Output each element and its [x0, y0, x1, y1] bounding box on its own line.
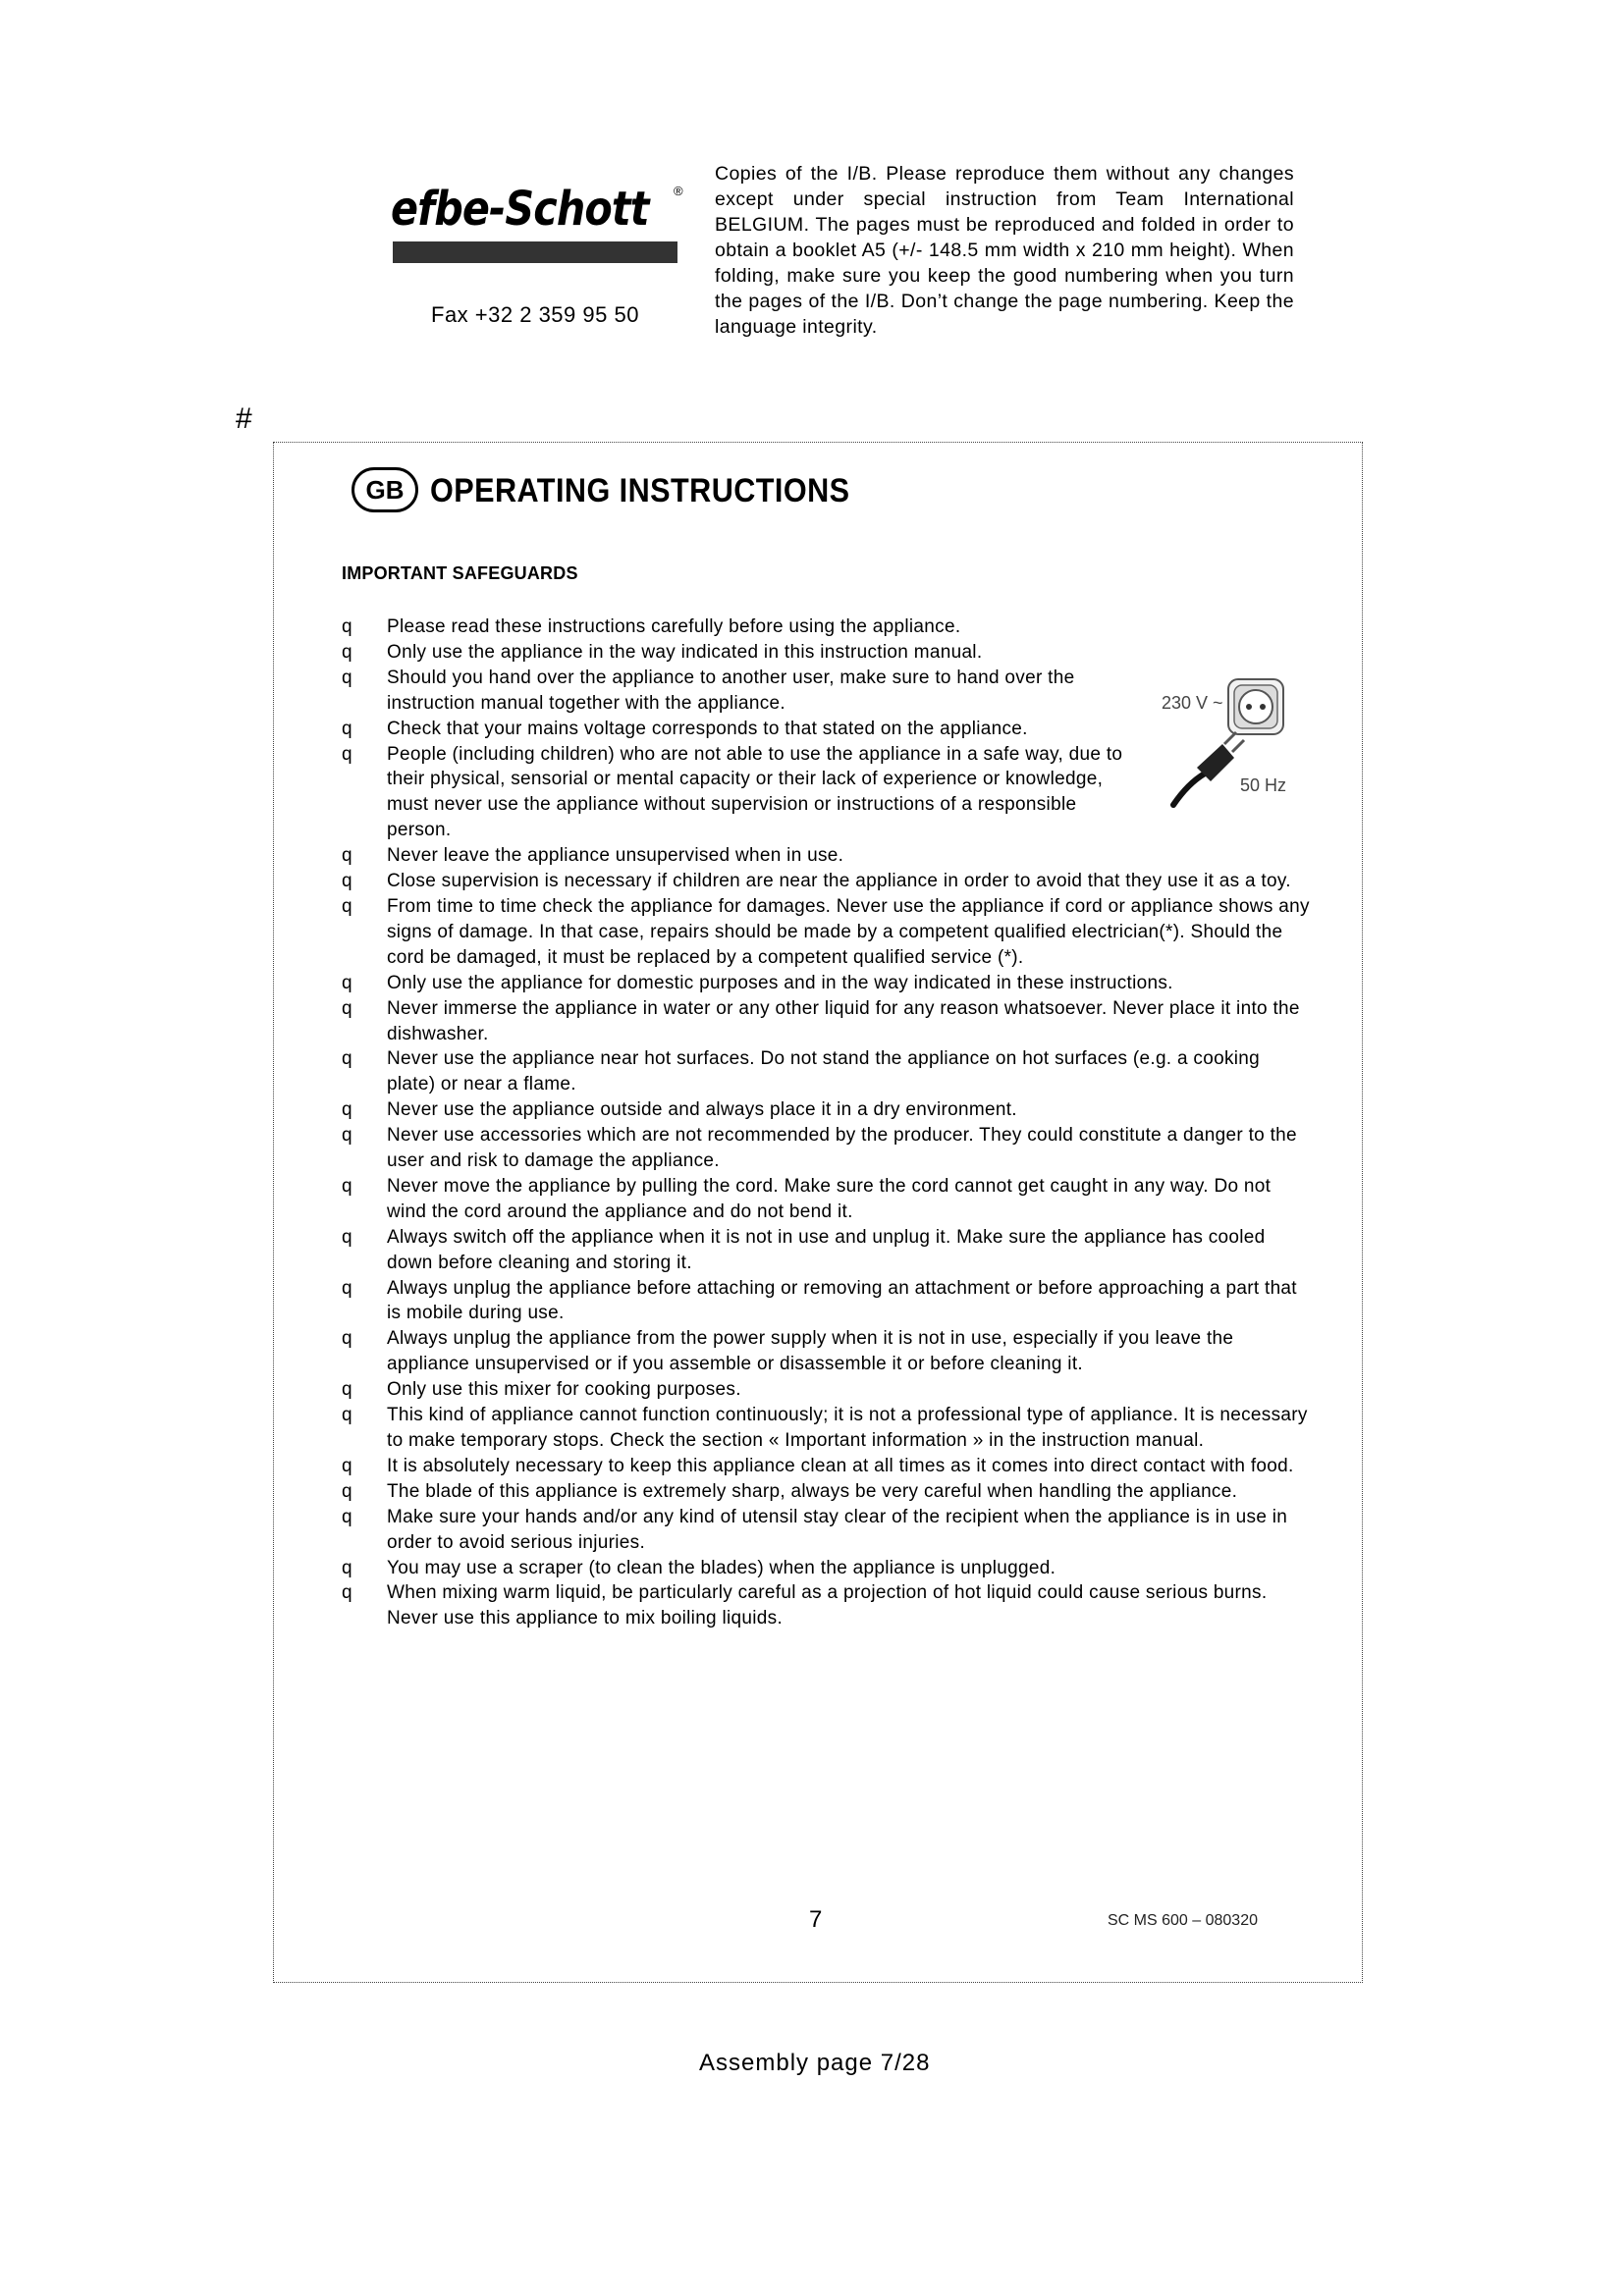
safeguard-item	[338, 1479, 1310, 1505]
bullet-marker: q	[342, 718, 352, 739]
bullet-marker: q	[342, 1328, 352, 1350]
safeguard-item	[338, 1403, 1310, 1454]
safeguard-item	[338, 717, 1310, 742]
bullet-marker: q	[342, 641, 352, 663]
safeguard-text: Only use the appliance in the way indicated in this instruction manual.	[387, 641, 983, 663]
safeguard-text: When mixing warm liquid, be particularly careful as a projection of hot liquid could cause serious burns. Never use this appliance to mix boiling liquids.	[387, 1582, 1268, 1629]
page-title: OPERATING INSTRUCTIONS	[430, 472, 850, 509]
safeguard-text: Never immerse the appliance in water or any other liquid for any reason whatsoever. Never place it into the dishwasher.	[387, 997, 1300, 1044]
safeguard-item	[338, 996, 1310, 1047]
bullet-marker: q	[342, 1405, 352, 1426]
assembly-page-label: Assembly page 7/28	[699, 2050, 931, 2076]
safeguard-text: You may use a scraper (to clean the blades) when the appliance is unplugged.	[387, 1557, 1056, 1578]
safeguard-text: Close supervision is necessary if children are near the appliance in order to avoid that they use it as a toy.	[387, 871, 1291, 892]
safeguard-item	[338, 1377, 1310, 1403]
safeguard-item	[338, 1556, 1310, 1581]
safeguard-text: Never use accessories which are not recommended by the producer. They could constitute a danger to the user and risk to damage the appliance.	[387, 1125, 1297, 1172]
safeguard-text: Only use the appliance for domestic purposes and in the way indicated in these instructions.	[387, 972, 1173, 993]
safeguard-text: Please read these instructions carefully before using the appliance.	[387, 616, 961, 637]
document-code: SC MS 600 – 080320	[1108, 1912, 1258, 1929]
safeguard-item	[338, 666, 1310, 717]
safeguard-item	[338, 1454, 1310, 1479]
bullet-marker: q	[342, 997, 352, 1019]
bullet-marker: q	[342, 1455, 352, 1476]
print-instructions-note: Copies of the I/B. Please reproduce them without any changes except under special instruction from Team International BELGIUM. The pages must be reproduced and folded in order to obtain a booklet A5 (+/- 148.5 mm width x 210 mm height). When folding, make sure you keep the good numbering when you turn the pages of the I/B. Don’t change the page numbering. Keep the language integrity.	[715, 163, 1294, 338]
safeguard-text: It is absolutely necessary to keep this appliance clean at all times as it comes into direct contact with food.	[387, 1455, 1294, 1476]
bullet-marker: q	[342, 1277, 352, 1299]
bullet-marker: q	[342, 1379, 352, 1401]
voltage-label: 230 V ~	[1162, 693, 1223, 713]
safeguard-text: Never move the appliance by pulling the cord. Make sure the cord cannot get caught in any way. Do not wind the cord around the appliance and do not bend it.	[387, 1175, 1272, 1222]
fax-number: Fax +32 2 359 95 50	[431, 302, 639, 327]
safeguard-text: People (including children) who are not able to use the appliance in a safe way, due to their physical, sensorial or mental capacity or their lack of experience or knowledge, must never use the appliance without supervision or instructions of a responsible person.	[387, 743, 1123, 841]
safeguard-item	[338, 1046, 1310, 1097]
bullet-marker: q	[342, 895, 352, 917]
page-number: 7	[809, 1906, 823, 1933]
safeguard-text: From time to time check the appliance for damages. Never use the appliance if cord or appliance shows any signs of damage. In that case, repairs should be made by a competent qualified electrician(*). Should the cord be damaged, it must be replaced by a competent qualified service (*).	[387, 895, 1310, 968]
bullet-marker: q	[342, 845, 352, 867]
bullet-marker: q	[342, 1226, 352, 1248]
bullet-marker: q	[342, 1557, 352, 1578]
bullet-marker: q	[342, 1099, 352, 1121]
safeguard-item	[338, 1225, 1310, 1276]
safeguard-item	[338, 614, 1310, 640]
safeguard-item	[338, 843, 1310, 869]
safeguard-item	[338, 1174, 1310, 1225]
safeguard-item	[338, 1123, 1310, 1174]
bullet-marker: q	[342, 667, 352, 688]
bullet-marker: q	[342, 743, 352, 765]
bullet-marker: q	[342, 1175, 352, 1197]
safeguard-item	[338, 1326, 1310, 1377]
brand-logo	[391, 182, 685, 267]
logo-bar	[393, 241, 677, 263]
bullet-marker: q	[342, 1506, 352, 1527]
bullet-marker: q	[342, 871, 352, 892]
safeguard-item	[338, 894, 1310, 971]
registered-mark: ®	[674, 184, 683, 198]
safeguard-text: This kind of appliance cannot function continuously; it is not a professional type of appliance. It is necessary to make temporary stops. Check the section « Important information » in the instruction manual.	[387, 1405, 1308, 1451]
safeguard-item	[338, 971, 1310, 996]
safeguard-item	[338, 869, 1310, 894]
safeguard-text: Should you hand over the appliance to another user, make sure to hand over the instruction manual together with the appliance.	[387, 667, 1075, 714]
safeguard-item	[338, 1276, 1310, 1327]
page-marker: #	[236, 402, 252, 435]
language-badge: GB	[352, 467, 418, 512]
safeguard-text: The blade of this appliance is extremely sharp, always be very careful when handling the appliance.	[387, 1480, 1238, 1502]
safeguard-item	[338, 1097, 1310, 1123]
safeguard-text: Always switch off the appliance when it is not in use and unplug it. Make sure the appliance has cooled down before cleaning and storing it.	[387, 1226, 1266, 1273]
frequency-label: 50 Hz	[1240, 775, 1287, 795]
safeguard-text: Only use this mixer for cooking purposes.	[387, 1379, 741, 1401]
safeguard-item	[338, 742, 1310, 844]
safeguard-item	[338, 1505, 1310, 1556]
safeguard-item	[338, 640, 1310, 666]
brand-name: efbe-Schott	[391, 182, 649, 237]
bullet-marker: q	[342, 616, 352, 637]
bullet-marker: q	[342, 1048, 352, 1070]
section-title: IMPORTANT SAFEGUARDS	[342, 563, 578, 583]
bullet-marker: q	[342, 1582, 352, 1604]
safeguard-text: Never use the appliance outside and always place it in a dry environment.	[387, 1099, 1017, 1121]
safeguards-list	[338, 614, 1310, 1631]
safeguard-text: Never leave the appliance unsupervised when in use.	[387, 845, 844, 867]
safeguard-text: Never use the appliance near hot surfaces. Do not stand the appliance on hot surfaces (e.g. a cooking plate) or near a flame.	[387, 1048, 1261, 1095]
bullet-marker: q	[342, 1125, 352, 1147]
bullet-marker: q	[342, 1480, 352, 1502]
safeguard-text: Always unplug the appliance before attaching or removing an attachment or before approaching a part that is mobile during use.	[387, 1277, 1297, 1324]
bullet-marker: q	[342, 972, 352, 993]
safeguard-item	[338, 1580, 1310, 1631]
safeguard-text: Check that your mains voltage corresponds to that stated on the appliance.	[387, 718, 1028, 739]
safeguard-text: Make sure your hands and/or any kind of utensil stay clear of the recipient when the appliance is in use in order to avoid serious injuries.	[387, 1506, 1288, 1553]
safeguard-text: Always unplug the appliance from the power supply when it is not in use, especially if you leave the appliance unsupervised or if you assemble or disassemble it or before cleaning it.	[387, 1328, 1234, 1375]
